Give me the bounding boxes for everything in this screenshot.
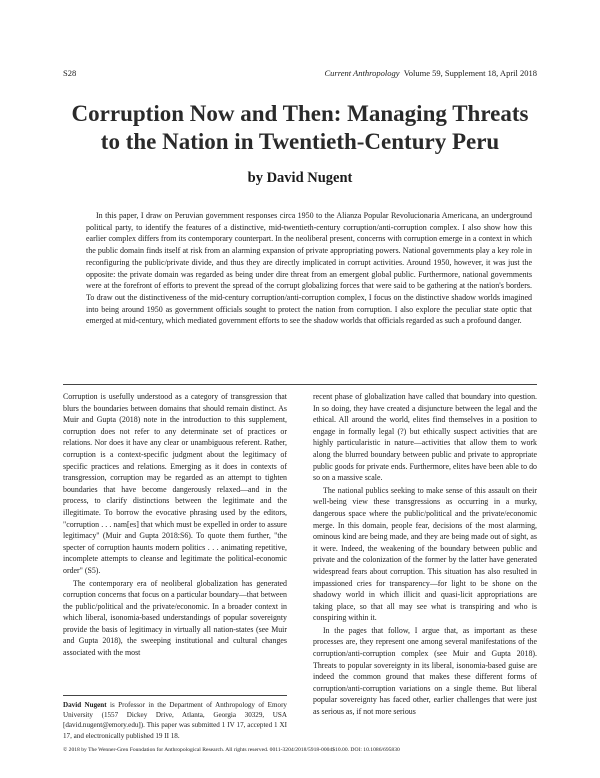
author-footnote: [63, 700, 287, 741]
body-paragraph: recent phase of globalization have called that boundary into question. In so doing, they have created a disjuncture between the legal and the ethical. All around the world, elites find themselves in a position to engage in formally legal (?) but ethically suspect activities that are highly particularistic in nature—activities that allow them to work along the blurred boundary between public and private to appropriate public goods for private ends. Furthermore, elites have been able to do so on a massive scale.: [313, 392, 537, 483]
body-column-right: [313, 391, 537, 719]
abstract: In this paper, I draw on Peruvian government responses circa 1950 to the Alianza Popular Revolucionaria Americana, an underground political party, to identify the features of a distinctive, mid-twentieth-century corruption/anti-corruption complex. I also show how this earlier complex differs from its contemporary counterpart. In the neoliberal present, concerns with corruption emerge in a context in which the public domain finds itself at risk from an alarming expansion of private appropriating powers. National governments play a key role in reconfiguring the public/private divide, and thus they are directly implicated in corrupt activities. Around 1950, however, it was just the opposite: the private domain was regarded as being under dire threat from an emergent global public. Furthermore, national governments were at the forefront of efforts to prevent the spread of the corrupt globalizing forces that were said to be gathering at the nation's borders. To draw out the distinctiveness of the mid-century corruption/anti-corruption complex, I focus on the distinctive shadow worlds imagined into being around 1950 as government officials sought to protect the nation from corruption. I also explore the peculiar state optic that emerged at mid-century, which mediated government efforts to see the shadow worlds that officials regarded as such a profound danger.: [86, 211, 532, 326]
footnote-author-name: David Nugent: [63, 701, 107, 709]
page-number: S28: [63, 68, 77, 78]
body-paragraph: The national publics seeking to make sense of this assault on their well-being view these transgressions as occurring in a murky, dangerous space where the public/political and the private/economic merge. In this domain, people fear, decisions of the most alarming, ominous kind are being made, and they are being made out of sight, as it were. Indeed, the weakening of the boundary between public and private and the colonization of the former by the latter have generated widespread fears about corruption. This situation has also resulted in impassioned cries for transparency—for light to be shone on the shadowy world in which illicit and quasi-licit appropriations are taking place, so that all may see what is transpiring and who is conspiring within it.: [313, 485, 537, 623]
body-paragraph: The contemporary era of neoliberal globalization has generated corruption concerns that focus on a particular boundary—that between the public/political and the private/economic. In a broader context in which liberal, isonomia-based understandings of popular sovereignty provide the basis of legitimacy in virtually all nation-states (see Muir and Gupta 2018), the sweeping institutional and cultural changes associated with the most: [63, 578, 287, 658]
journal-name: Current Anthropology: [324, 68, 400, 78]
body-column-left: [63, 391, 287, 660]
body-paragraph: Corruption is usefully understood as a category of transgression that blurs the boundaries between domains that should remain distinct. As Muir and Gupta (2018) note in the introduction to this supplement, corruption does not refer to any determinate set of practices or relations. Nor does it have any clear or unambiguous referent. Rather, corruption is a context-specific judgment about the legitimacy of specific practices and relations. Emerging as it does in contexts of transgression, corruption may be regarded as an attempt to tighten boundaries that have become dangerously relaxed—and in the process, to clarify distinctions between the legitimate and the illegitimate. To borrow the evocative phrasing used by the editors, "corruption . . . nam[es] that which must be expelled in order to assure legitimacy" (Muir and Gupta 2018:S6). To quote them further, "the specter of corruption haunts modern politics . . . animating repetitive, incomplete attempts to cleanse and legitimate the political-economic order" (S5).: [63, 392, 287, 575]
title-line-1: Corruption Now and Then: Managing Threats: [71, 101, 529, 126]
author-byline: by David Nugent: [247, 170, 353, 186]
issue-info: Volume 59, Supplement 18, April 2018: [403, 68, 537, 78]
running-head: [63, 68, 537, 78]
body-paragraph: In the pages that follow, I argue that, as important as these processes are, they represent one among several manifestations of the corruption/anti-corruption complex (see Muir and Gupta 2018). Threats to popular sovereignty in its liberal, isonomia-based guise are indeed the common ground that makes these different forms of corruption/anti-corruption variations on a single theme. But liberal popular sovereignty has faced other, earlier challenges that were just as serious as, if not more serious: [313, 625, 537, 717]
journal-info: [324, 68, 537, 78]
footnote-divider: [63, 695, 287, 696]
section-divider: [63, 384, 537, 385]
footnote-text: is Professor in the Department of Anthropology of Emory University (1557 Dickey Drive, Atlanta, Georgia 30329, USA [david.nugent@emory.edu]). This paper was submitted 1 IV 17, accepted 1 XI 17, and electronically published 19 II 18.: [63, 701, 287, 740]
article-title: [40, 100, 560, 156]
title-line-2: to the Nation in Twentieth-Century Peru: [100, 129, 500, 154]
copyright-notice: © 2018 by The Wenner-Gren Foundation for Anthropological Research. All rights reserved. 0011-3204/2018/5918-0004$10.00. DOI: 10.1086/695830: [63, 747, 400, 753]
